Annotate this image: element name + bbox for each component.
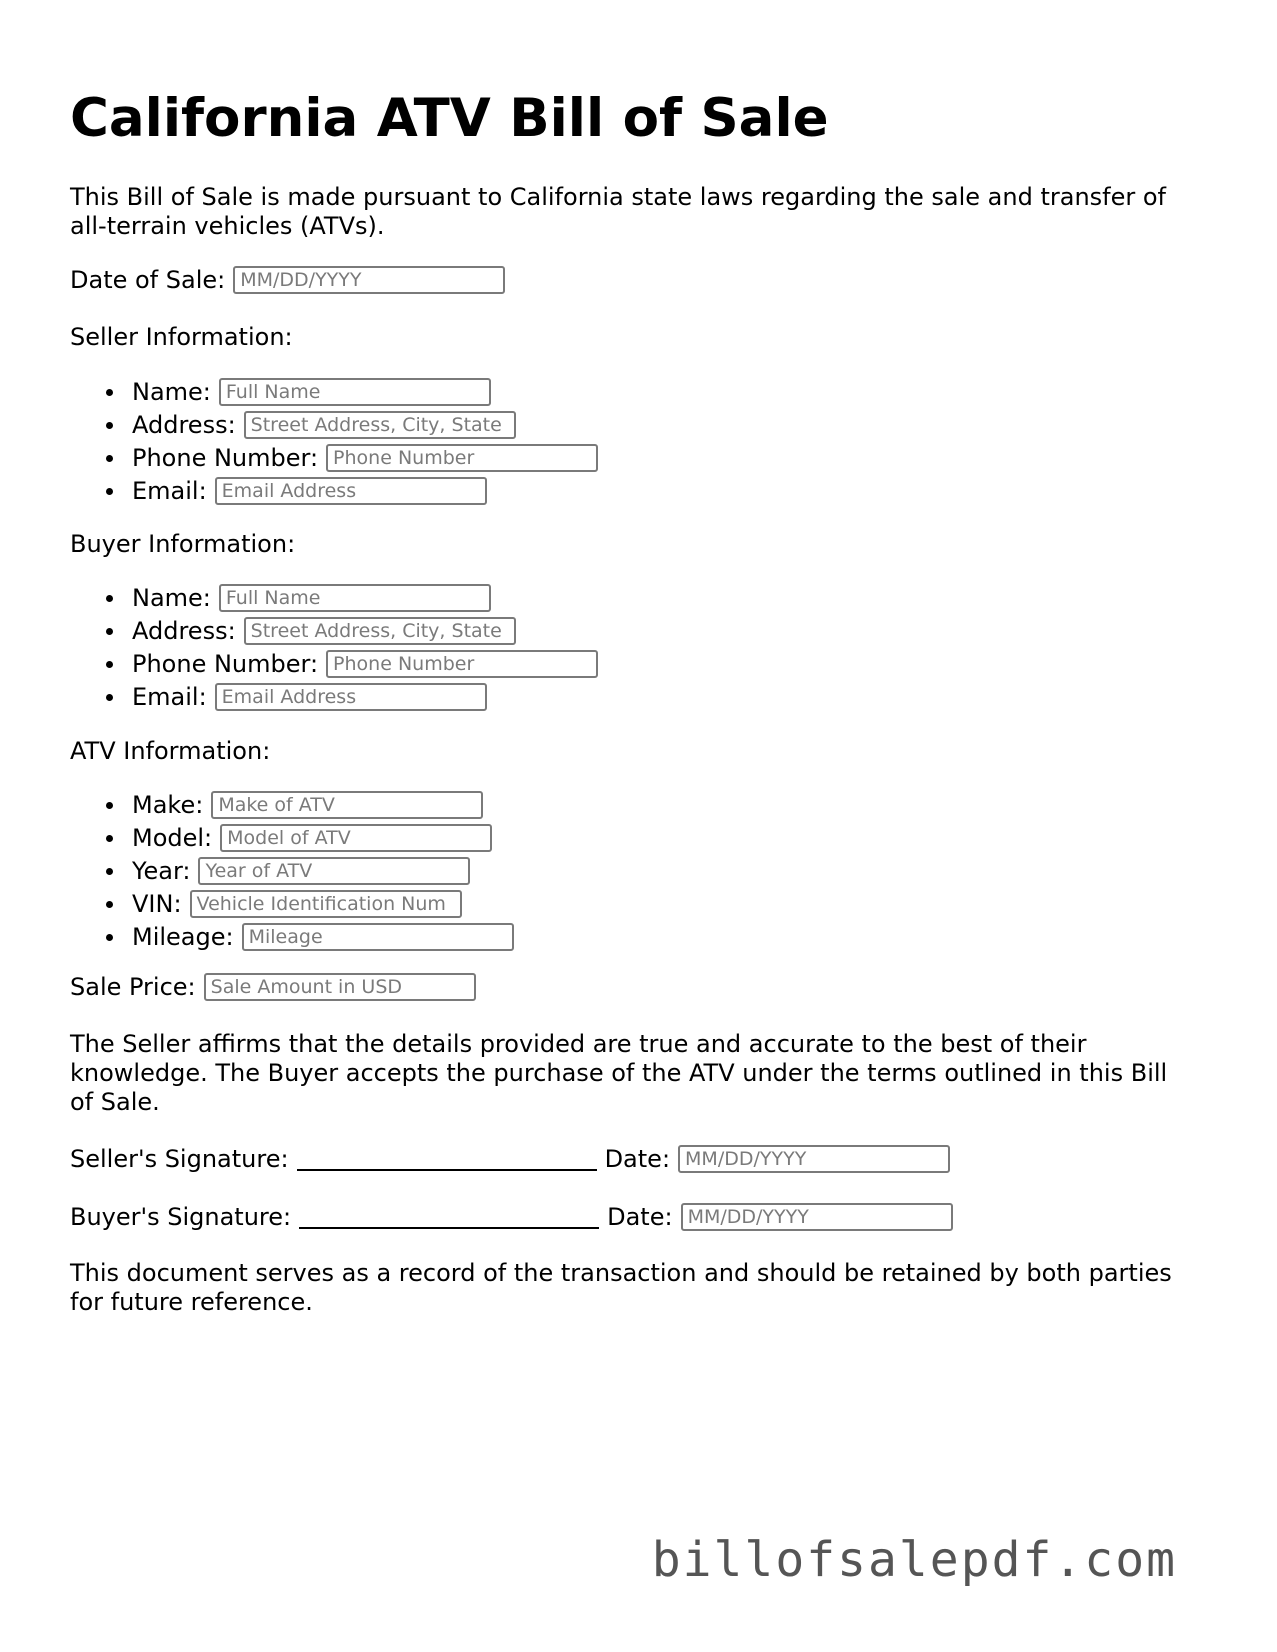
list-item [70,854,514,887]
seller-heading: Seller Information: [70,323,293,351]
list-item [70,581,598,614]
buyer-email-input[interactable]: Email Address [215,683,487,711]
seller-date-label: Date: [604,1145,671,1173]
buyer-name-input[interactable]: Full Name [219,584,491,612]
seller-address-input[interactable]: Street Address, City, State [244,411,516,439]
watermark: billofsalepdf.com [651,1532,1177,1588]
list-item [70,375,598,408]
closing-paragraph: This document serves as a record of the transaction and should be retained by both parties for future reference. [70,1259,1172,1316]
list-item [70,614,598,647]
seller-name-input[interactable]: Full Name [219,378,491,406]
buyer-email-label: Email: [132,682,207,711]
seller-signature-line[interactable] [297,1147,597,1171]
seller-fields-list [70,375,598,507]
buyer-name-label: Name: [132,583,211,612]
date-of-sale-label: Date of Sale: [70,266,226,294]
list-item [70,441,598,474]
list-item [70,680,598,713]
date-of-sale-row [70,265,505,295]
list-item [70,408,598,441]
seller-name-label: Name: [132,377,211,406]
date-of-sale-input[interactable]: MM/DD/YYYY [233,266,505,294]
atv-vin-input[interactable]: Vehicle Identification Num [190,890,462,918]
list-item [70,647,598,680]
intro-paragraph: This Bill of Sale is made pursuant to California state laws regarding the sale and transfer of all-terrain vehicles (ATVs). [70,183,1166,240]
page-title: California ATV Bill of Sale [70,88,829,149]
list-item [70,788,514,821]
buyer-date-label: Date: [607,1203,673,1231]
list-item [70,887,514,920]
seller-signature-label: Seller's Signature: [70,1145,289,1173]
atv-make-input[interactable]: Make of ATV [211,791,483,819]
buyer-signature-row [70,1202,953,1232]
seller-address-label: Address: [132,410,236,439]
list-item [70,821,514,854]
seller-phone-label: Phone Number: [132,443,319,472]
atv-fields-list [70,788,514,953]
buyer-signature-label: Buyer's Signature: [70,1203,292,1231]
seller-email-label: Email: [132,476,207,505]
atv-heading: ATV Information: [70,737,271,765]
buyer-fields-list [70,581,598,713]
sale-price-input[interactable]: Sale Amount in USD [204,973,476,1001]
atv-mileage-input[interactable]: Mileage [242,923,514,951]
buyer-heading: Buyer Information: [70,530,296,558]
list-item [70,474,598,507]
buyer-address-input[interactable]: Street Address, City, State [244,617,516,645]
seller-date-input[interactable]: MM/DD/YYYY [678,1145,950,1173]
sale-price-row [70,972,476,1002]
buyer-address-label: Address: [132,616,236,645]
affirmation-paragraph: The Seller affirms that the details provided are true and accurate to the best of their knowledge. The Buyer accepts the purchase of the ATV under the terms outlined in this Bill of Sale. [70,1030,1168,1116]
atv-year-label: Year: [132,856,191,885]
seller-phone-input[interactable]: Phone Number [326,444,598,472]
buyer-phone-label: Phone Number: [132,649,319,678]
atv-year-input[interactable]: Year of ATV [198,857,470,885]
atv-make-label: Make: [132,790,204,819]
atv-model-input[interactable]: Model of ATV [220,824,492,852]
atv-mileage-label: Mileage: [132,922,234,951]
buyer-phone-input[interactable]: Phone Number [326,650,598,678]
seller-signature-row [70,1144,950,1174]
seller-email-input[interactable]: Email Address [215,477,487,505]
buyer-signature-line[interactable] [299,1205,599,1229]
buyer-date-input[interactable]: MM/DD/YYYY [681,1203,953,1231]
atv-vin-label: VIN: [132,889,182,918]
list-item [70,920,514,953]
atv-model-label: Model: [132,823,213,852]
sale-price-label: Sale Price: [70,973,196,1001]
